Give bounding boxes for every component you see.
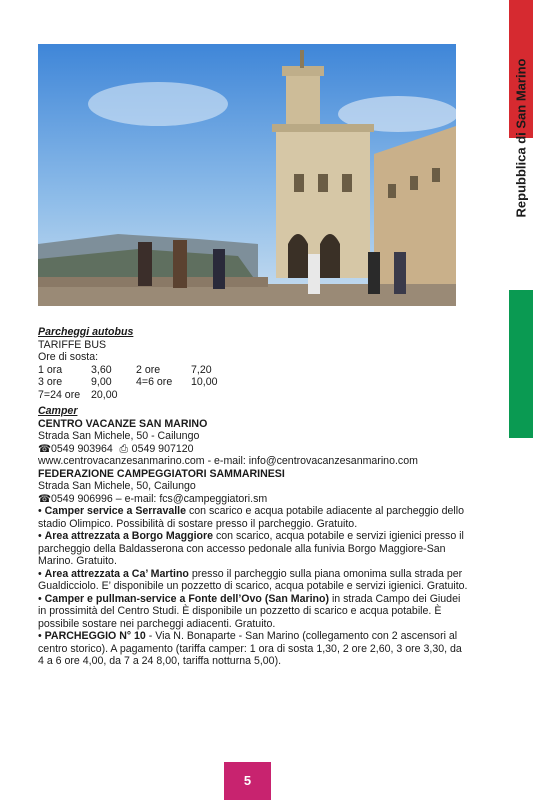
rate-row: [38, 376, 468, 389]
page-content: [38, 326, 468, 668]
bullet-text: con scarico e acqua potabile adiacente al parcheggio dello stadio Olimpico. Possibilità di sostare presso il parcheggio. Gratuito.: [38, 505, 464, 530]
rate-cell: 3 ore: [38, 376, 63, 388]
bullet-text: - Via N. Bonaparte - San Marino (collegamento con 2 ascensori al centro storico). A pagamento (tariffa camper: 1 ora di sosta 1,30, 2 ore 2,60, 3 ore 3,30, da 4 a 6 ore 4,00, da 7 a 24 8,00, tariffa notturna 5,00).: [38, 630, 462, 667]
center1-web: www.centrovacanzesanmarino.com - e-mail: info@centrovacanzesanmarino.com: [38, 455, 418, 467]
side-title: [509, 36, 533, 240]
bullet-text: in strada Campo dei Giudei in prossimità del Centro Studi. È disponibile un pozzetto di scarico e acqua potabile. È possibile sostare nei parcheggi adiacenti. Gratuito.: [38, 592, 461, 630]
rate-cell: 7=24 ore: [38, 388, 81, 401]
bullet-title: Camper service a Serravalle: [44, 505, 187, 517]
ore-label: Ore di sosta:: [38, 351, 99, 363]
green-side-tab: [509, 290, 533, 438]
page-number-box: [224, 762, 271, 800]
rate-cell: 4=6 ore: [136, 376, 173, 388]
phone-icon: ☎: [38, 442, 52, 455]
list-item: • Camper e pullman-service a Fonte dell’Ovo (San Marino) in strada Campo dei Giudei in prossimità del Centro Studi. È disponibile un pozzetto di scarico e acqua potabile. È possibile sostare nei parcheggi adiacenti. Gratuito.: [38, 592, 461, 630]
center2-contact: [38, 493, 468, 506]
bullet-text: presso il parcheggio sulla piana omonima sulla strada per Gualdicciolo. E’ disponibile un pozzetto di scarico, acqua potabile e servizi igienici. Gratuito.: [38, 567, 468, 592]
tariffe-label: TARIFFE BUS: [38, 338, 107, 351]
rate-row: [38, 364, 468, 377]
bullet-title: Camper e pullman-service a Fonte dell’Ovo (San Marino): [44, 592, 329, 605]
rate-cell: 2 ore: [136, 363, 161, 376]
rate-row: [38, 389, 468, 402]
section-title-camper: Camper: [38, 405, 78, 417]
side-title-text: Repubblica di San Marino: [513, 58, 529, 218]
list-item: • PARCHEGGIO N° 10 - Via N. Bonaparte - San Marino (collegamento con 2 ascensori al centro storico). A pagamento (tariffa camper: 1 ora di sosta 1,30, 2 ore 2,60, 3 ore 3,30, da 4 a 6 ore 4,00, da 7 a 24 8,00, tariffa notturna 5,00).: [38, 630, 462, 667]
rate-cell: 3,60: [91, 363, 112, 376]
rate-cell: 9,00: [91, 376, 112, 388]
center1-address: Strada San Michele, 50 - Cailungo: [38, 430, 200, 442]
rate-cell: 10,00: [191, 376, 218, 388]
center2-contact-text: 0549 906996 – e-mail: fcs@campeggiatori.sm: [50, 492, 268, 505]
section-title-bus: Parcheggi autobus: [38, 326, 134, 338]
bullet-text: con scarico, acqua potabile e servizi igienici presso il parcheggio della Baldasserona con accesso pedonale alla funivia Borgo Maggiore-San Marino. Gratuito.: [38, 530, 464, 567]
rate-cell: 20,00: [91, 388, 118, 401]
list-item: • Area attrezzata a Ca’ Martino presso il parcheggio sulla piana omonima sulla strada per Gualdicciolo. E’ disponibile un pozzetto di scarico, acqua potabile e servizi igienici. Gratuito.: [38, 567, 468, 592]
center1-phones: [38, 443, 468, 456]
page-number: 5: [243, 773, 252, 788]
rate-cell: 7,20: [191, 363, 212, 376]
bullet-title: Area attrezzata a Ca’ Martino: [44, 567, 189, 580]
bullet-title: Area attrezzata a Borgo Maggiore: [44, 530, 214, 542]
palazzo-pubblico-photo: [38, 44, 456, 306]
center1-phone: 0549 903964: [50, 442, 113, 455]
center1-name: CENTRO VACANZE SAN MARINO: [38, 417, 208, 430]
fax-icon: ⎙: [119, 442, 128, 455]
list-item: • Area attrezzata a Borgo Maggiore con scarico, acqua potabile e servizi igienici presso il parcheggio della Baldasserona con accesso pedonale alla funivia Borgo Maggiore-San Marino. Gratuito.: [38, 530, 464, 567]
list-item: • Camper service a Serravalle con scarico e acqua potabile adiacente al parcheggio dello stadio Olimpico. Possibilità di sostare presso il parcheggio. Gratuito.: [38, 505, 464, 530]
center2-name: FEDERAZIONE CAMPEGGIATORI SAMMARINESI: [38, 467, 285, 480]
bullet-title: PARCHEGGIO N° 10: [44, 630, 146, 642]
phone-icon: ☎: [38, 492, 52, 505]
rate-cell: 1 ora: [38, 363, 63, 376]
center2-address: Strada San Michele, 50, Cailungo: [38, 480, 196, 492]
center1-fax: 0549 907120: [131, 442, 194, 455]
